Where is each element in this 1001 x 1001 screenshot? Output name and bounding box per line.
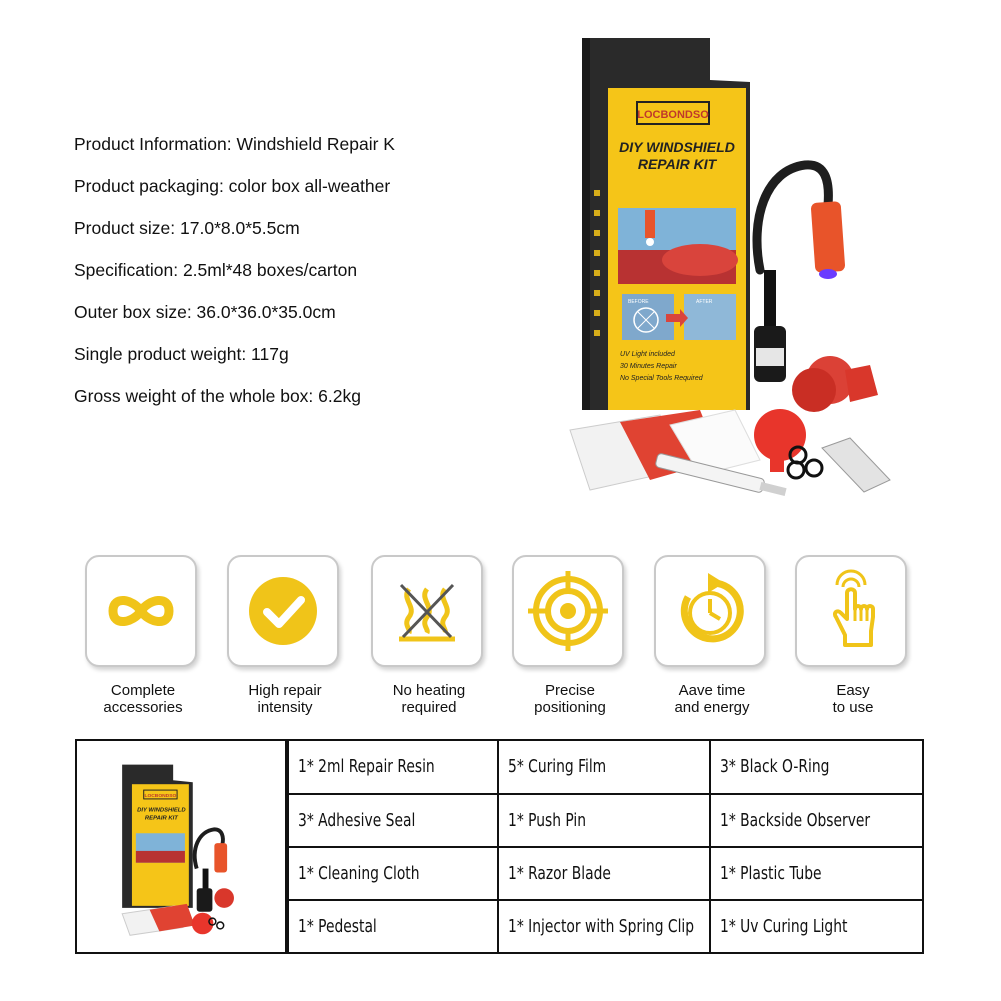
product-info [74, 134, 436, 428]
svg-text:REPAIR KIT: REPAIR KIT [144, 815, 178, 822]
contents-cell: 1* Backside Observer [709, 793, 924, 848]
box-title-2: REPAIR KIT [637, 156, 717, 172]
svg-text:DIY WINDSHIELD: DIY WINDSHIELD [137, 807, 186, 814]
touch-icon [803, 563, 899, 659]
feature-label: Aave time and energy [674, 682, 750, 716]
svg-text:LOCBONDSO: LOCBONDSO [144, 793, 177, 799]
feature-label: No heating required [392, 682, 466, 716]
pedestal [754, 409, 806, 461]
after-label: AFTER [696, 299, 713, 305]
no-heat-icon [379, 563, 475, 659]
contents-cell: 1* 2ml Repair Resin [287, 739, 499, 795]
feature-list [70, 553, 930, 723]
feature-label: Complete accessories [103, 682, 183, 716]
infinity-icon [93, 563, 189, 659]
info-line-gross-weight: Gross weight of the whole box: 6.2kg [74, 386, 361, 406]
bullet-3: No Special Tools Required [620, 375, 703, 382]
contents-cell: 1* Push Pin [497, 793, 711, 848]
info-line-product-information: Product Information: Windshield Repair K [74, 134, 395, 154]
feature-label: Easy to use [832, 682, 874, 716]
checkmark-icon [235, 563, 331, 659]
feature-tile [512, 555, 624, 667]
contents-cell: 1* Cleaning Cloth [287, 846, 499, 901]
contents-cell: 1* Pedestal [287, 899, 499, 954]
brand-text: LOCBONDSO [637, 109, 709, 121]
contents-cell: 1* Uv Curing Light [709, 899, 924, 954]
info-line-outer-box: Outer box size: 36.0*36.0*35.0cm [74, 302, 336, 322]
contents-cell: 1* Injector with Spring Clip [497, 899, 711, 954]
razor-blade [822, 438, 890, 492]
target-icon [520, 563, 616, 659]
bullet-1: UV Light included [620, 351, 675, 358]
box-title-1: DIY WINDSHIELD [619, 139, 735, 155]
contents-cell: 3* Black O-Ring [709, 739, 924, 795]
contents-cell: 1* Razor Blade [497, 846, 711, 901]
feature-label: High repair intensity [248, 682, 322, 716]
contents-cell: 5* Curing Film [497, 739, 711, 795]
feature-tile [654, 555, 766, 667]
product-image [560, 30, 900, 520]
feature-tile [85, 555, 197, 667]
feature-tile [227, 555, 339, 667]
feature-high-repair-intensity [212, 553, 342, 723]
feature-no-heating [356, 553, 486, 723]
feature-label: Precise positioning [534, 682, 606, 716]
info-line-specification: Specification: 2.5ml*48 boxes/carton [74, 260, 358, 280]
feature-save-time [639, 553, 769, 723]
feature-precise-positioning [497, 553, 627, 723]
contents-cell: 1* Plastic Tube [709, 846, 924, 901]
product-thumbnail [77, 741, 285, 952]
bullet-2: 30 Minutes Repair [620, 363, 677, 370]
info-line-packaging: Product packaging: color box all-weather [74, 176, 391, 196]
info-line-size: Product size: 17.0*8.0*5.5cm [74, 218, 300, 238]
clock-icon [662, 563, 758, 659]
contents-grid [287, 739, 924, 954]
product-thumbnail-cell [75, 739, 287, 954]
resin-bottle-nozzle [764, 270, 776, 328]
uv-light [811, 201, 846, 273]
info-line-weight: Single product weight: 117g [74, 344, 289, 364]
before-label: BEFORE [628, 299, 649, 305]
feature-tile [371, 555, 483, 667]
contents-cell: 3* Adhesive Seal [287, 793, 499, 848]
feature-easy-to-use [780, 553, 910, 723]
feature-tile [795, 555, 907, 667]
feature-complete-accessories [70, 553, 200, 723]
contents-table [75, 739, 924, 954]
